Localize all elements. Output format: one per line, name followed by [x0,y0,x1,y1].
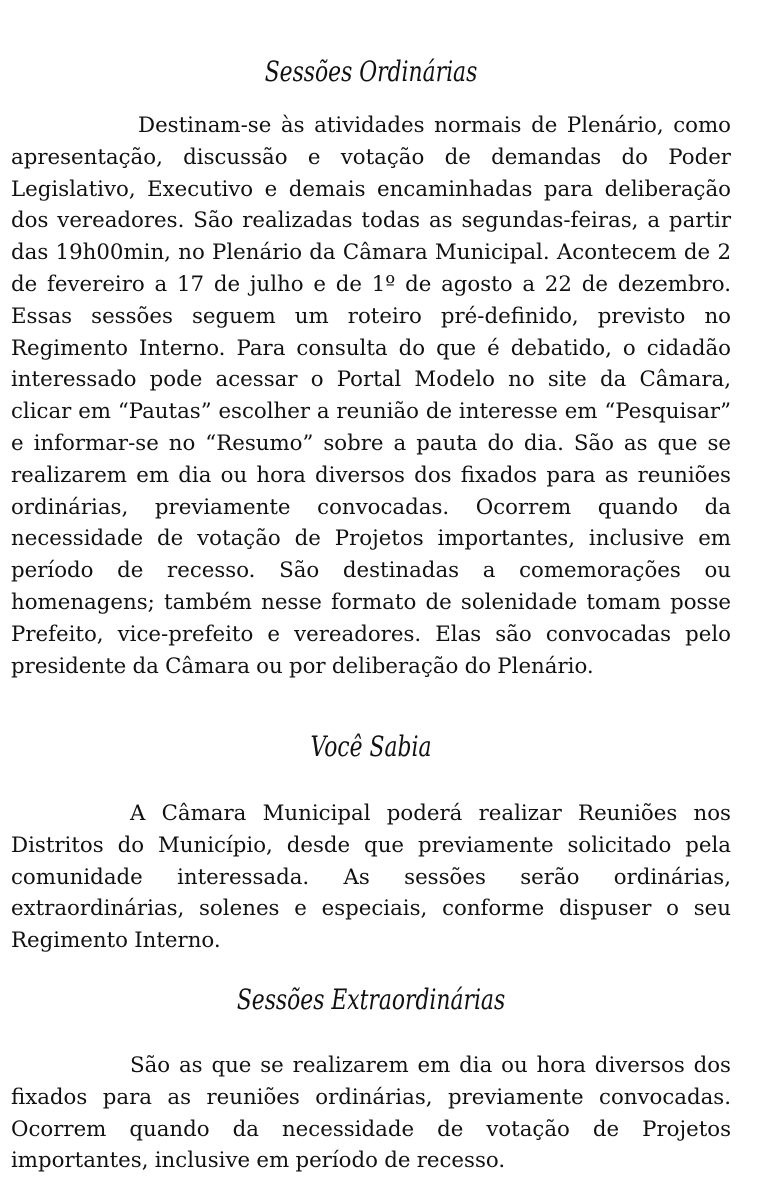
paragraph-text: Destinam-se às atividades normais de Plenário, como apresentação, discussão e votação de demandas do Poder Legislativo, Executivo e demais encaminhadas para deliberação dos vereadores. São realizadas todas as segundas-feiras, a partir das 19h00min, no Plenário da Câmara Municipal. Acontecem de 2 de fevereiro a 17 de julho e de 1º de agosto a 22 de dezembro. Essas sessões seguem um roteiro pré-definido, previsto no Regimento Interno. Para consulta do que é debatido, o cidadão interessado pode acessar o Portal Modelo no site da Câmara, clicar em “Pautas” escolher a reunião de interesse em “Pesquisar” e informar-se no “Resumo” sobre a pauta do dia. São as que se realizarem em dia ou hora diversos dos fixados para as reuniões ordinárias, previamente convocadas. Ocorrem quando da necessidade de votação de Projetos importantes, inclusive em período de recesso. São destinadas a comemorações ou homenagens; também nesse formato de solenidade tomam posse Prefeito, vice-prefeito e vereadores. Elas são convocadas pelo presidente da Câmara ou por deliberação do Plenário. [11,113,731,679]
paragraph-text: São as que se realizarem em dia ou hora diversos dos fixados para as reuniões ordinárias, previamente convocadas. Ocorrem quando da necessidade de votação de Projetos importantes, inclusive em período de recesso. [11,1053,731,1174]
paragraph-sessoes-ordinarias [11,110,731,682]
paragraph-text: A Câmara Municipal poderá realizar Reuniões nos Distritos do Município, desde que previamente solicitado pela comunidade interessada. As sessões serão ordinárias, extraordinárias, solenes e especiais, conforme dispuser o seu Regimento Interno. [11,801,731,954]
heading-voce-sabia: Você Sabia [310,730,432,763]
heading-sessoes-extraordinarias: Sessões Extraordinárias [236,983,506,1016]
paragraph-voce-sabia [11,798,731,957]
heading-sessoes-ordinarias: Sessões Ordinárias [264,55,478,88]
paragraph-sessoes-extraordinarias [11,1050,731,1177]
